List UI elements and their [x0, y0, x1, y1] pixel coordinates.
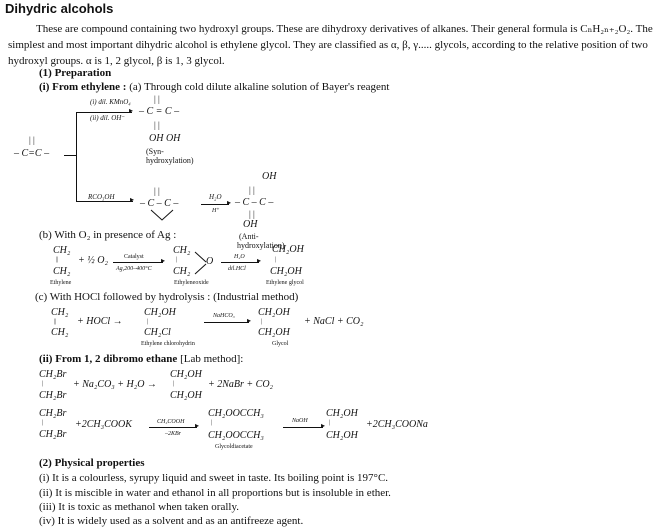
arrow-head-icon: ▸: [129, 106, 134, 115]
physical-item: (ii) It is miscible in water and ethanol in all proportions but is insoluble in ether.: [39, 487, 391, 499]
b-conditions: Ag,200–400°C: [116, 266, 152, 272]
method-i-label: (i) From ethylene :: [39, 81, 127, 93]
ii2-glycol-bond: |: [329, 420, 331, 426]
c-glycol-label: Glycol: [272, 341, 289, 347]
syn-label: (Syn-: [146, 147, 164, 156]
ii2-ester-bond: |: [211, 420, 213, 426]
b-oxygen: + ½ O₂: [78, 255, 108, 266]
c-ch2-bottom: CH₂: [51, 327, 69, 338]
c-glycol-bond: |: [261, 319, 263, 325]
h2o-reagent: H₂O: [209, 193, 222, 201]
c-arrow-line: [204, 322, 249, 323]
c-byproducts: + NaCl + CO₂: [304, 316, 364, 327]
ii2-ch2br-bottom: CH₂Br: [39, 429, 67, 440]
arrow-head-icon: ▸: [195, 421, 200, 430]
b-double-bond: ||: [56, 257, 59, 263]
reagent-oh: (ii) dil. OH⁻: [90, 114, 125, 122]
ethylene-bonds: | |: [29, 135, 35, 145]
epoxide-bonds: | |: [154, 186, 160, 196]
b-arrow-line: [113, 262, 163, 263]
c-bond: |: [147, 319, 149, 325]
syn-label-2: hydroxylation): [146, 156, 194, 165]
anti-label: (Anti-: [239, 232, 259, 241]
c-hocl: + HOCl →: [77, 316, 123, 327]
ii-ch2oh-top: CH₂OH: [170, 369, 202, 380]
intro-paragraph: These are compound containing two hydroxyl groups. These are dihydroxy derivatives of alkanes. Their general formula is CₙH₂ₙ₊₂O₂. The simplest and most important dihydric alcohol is ethylene glycol. They are classified as α, β, γ..... glycols, according to the relative position of two hydroxyl groups. α is 1, 2 glycol, β is 1, 3 glycol.: [8, 23, 653, 67]
c-ch2cl: CH₂Cl: [144, 327, 171, 338]
scheme-vertical-line: [76, 112, 77, 201]
product1-bonds-top: | |: [154, 94, 160, 104]
scheme-lower-arrow: [76, 201, 133, 202]
hplus-reagent: H⁺: [212, 208, 220, 214]
b-oxide-ch2-top: CH₂: [173, 245, 191, 256]
preparation-heading: (1) Preparation: [39, 67, 112, 79]
c-ch2-top: CH₂: [51, 307, 69, 318]
b-ch2oh-bottom: CH₂OH: [270, 266, 302, 277]
b-oxide-label: Ethyleneoxide: [174, 280, 209, 286]
arrow-head-icon: ▸: [130, 195, 135, 204]
physical-item: (i) It is a colourless, syrupy liquid and sweet in taste. Its boiling point is 197°C.: [39, 472, 389, 484]
method-ii-line: [39, 353, 243, 365]
b-catalyst: Catalyst: [124, 254, 144, 260]
arrow-head-icon: ▸: [247, 316, 252, 325]
physical-item: (iii) It is toxic as methanol when taken orally.: [39, 501, 239, 513]
ii-ch2br-top: CH₂Br: [39, 369, 67, 380]
ii2-glycol-top: CH₂OH: [326, 408, 358, 419]
product2-bonds-top: | |: [249, 185, 255, 195]
ii2-ester-bottom: CH₂OOCCH₃: [208, 430, 264, 441]
physical-item: (iv) It is widely used as a solvent and as an antifreeze agent.: [39, 515, 304, 527]
scheme-branch-line: [64, 155, 76, 156]
b-glycol-bond: |: [275, 257, 277, 263]
page-title: Dihydric alcohols: [5, 1, 114, 16]
b-oxide-ch2-bottom: CH₂: [173, 266, 191, 277]
ii2-bond: |: [42, 420, 44, 426]
method-i-line: [39, 81, 389, 93]
reagent-kmno4: (i) dil. KMnO₄: [90, 98, 131, 106]
product1-oh-groups: OH OH: [149, 133, 181, 144]
ii-ch2oh-bottom: CH₂OH: [170, 390, 202, 401]
ii-ch2br-bottom: CH₂Br: [39, 390, 67, 401]
anti-label-2: hydroxylation): [237, 241, 285, 250]
b-dil-hcl: dil.HCl: [228, 266, 246, 272]
ethylene-structure: – C=C –: [14, 148, 50, 159]
b-ethylene-label: Ethylene: [50, 280, 72, 286]
epoxide-structure: – C – C –: [140, 198, 179, 209]
c-glycol-bottom: CH₂OH: [258, 327, 290, 338]
ii2-ester-top: CH₂OOCCH₃: [208, 408, 264, 419]
reagent-rco3h: RCO₃OH: [88, 193, 115, 201]
method-b-text: (b) With O₂ in presence of Ag :: [39, 229, 177, 241]
c-chlorohydrin-label: Ethylene chlorohydrin: [141, 341, 195, 347]
product1-structure: – C = C –: [139, 106, 180, 117]
b-oxide-bond: |: [176, 257, 178, 263]
scheme-upper-arrow: [76, 112, 132, 113]
product2-structure: – C – C –: [235, 197, 274, 208]
method-c-text: (c) With HOCl followed by hydrolysis : (Industrial method): [35, 291, 299, 303]
ii2-naoh: NaOH: [292, 418, 308, 424]
b-ch2oh-top: CH₂OH: [272, 244, 304, 255]
product2-oh-bottom: OH: [243, 219, 258, 230]
arrow-head-icon: ▸: [161, 256, 166, 265]
product1-bonds-bottom: | |: [154, 120, 160, 130]
method-ii-tag: [Lab method]:: [177, 353, 244, 365]
method-i-text: (a) Through cold dilute alkaline solution of Bayer's reagent: [126, 81, 390, 93]
b-arrow-line-2: [221, 262, 259, 263]
ii2-kbr: –2KBr: [165, 431, 182, 437]
ii-reagents: + Na₂CO₃ + H₂O →: [73, 379, 157, 390]
b-h2o: H₂O: [234, 254, 245, 260]
ii2-potassium-acetate: +2CH₃COOK: [75, 419, 132, 430]
ii2-sodium-acetate: +2CH₃COONa: [366, 419, 428, 430]
epoxide-oxygen-bridge: [149, 208, 175, 222]
c-glycol-top: CH₂OH: [258, 307, 290, 318]
b-ch2-bottom: CH₂: [53, 266, 71, 277]
b-oxide-oxygen: O: [206, 256, 214, 267]
ii2-glycol-bottom: CH₂OH: [326, 430, 358, 441]
ii2-ch2br-top: CH₂Br: [39, 408, 67, 419]
hydrolysis-arrow: [201, 204, 229, 205]
product2-oh-top: OH: [262, 171, 277, 182]
ii-bond: |: [42, 381, 44, 387]
b-glycol-label: Ethylene glycol: [266, 280, 304, 286]
ii-byproducts: + 2NaBr + CO₂: [208, 379, 274, 390]
ii-glycol-bond: |: [173, 381, 175, 387]
c-double-bond: ||: [54, 319, 57, 325]
arrow-head-icon: ▸: [227, 198, 232, 207]
ii2-arrow-line-2: [283, 427, 323, 428]
c-nahco3: NaHCO₃: [213, 313, 235, 319]
physical-heading: (2) Physical properties: [39, 457, 145, 469]
ii2-diacetate-label: Glycoldiacetate: [215, 444, 253, 450]
product2-bonds-bottom: | |: [249, 209, 255, 219]
ii2-arrow-line: [149, 427, 197, 428]
c-ch2oh: CH₂OH: [144, 307, 176, 318]
ii2-acetic-acid: CH₃COOH: [157, 419, 185, 425]
b-ch2-top: CH₂: [53, 245, 71, 256]
arrow-head-icon: ▸: [321, 421, 326, 430]
method-ii-label: (ii) From 1, 2 dibromo ethane: [39, 353, 178, 365]
arrow-head-icon: ▸: [257, 256, 262, 265]
